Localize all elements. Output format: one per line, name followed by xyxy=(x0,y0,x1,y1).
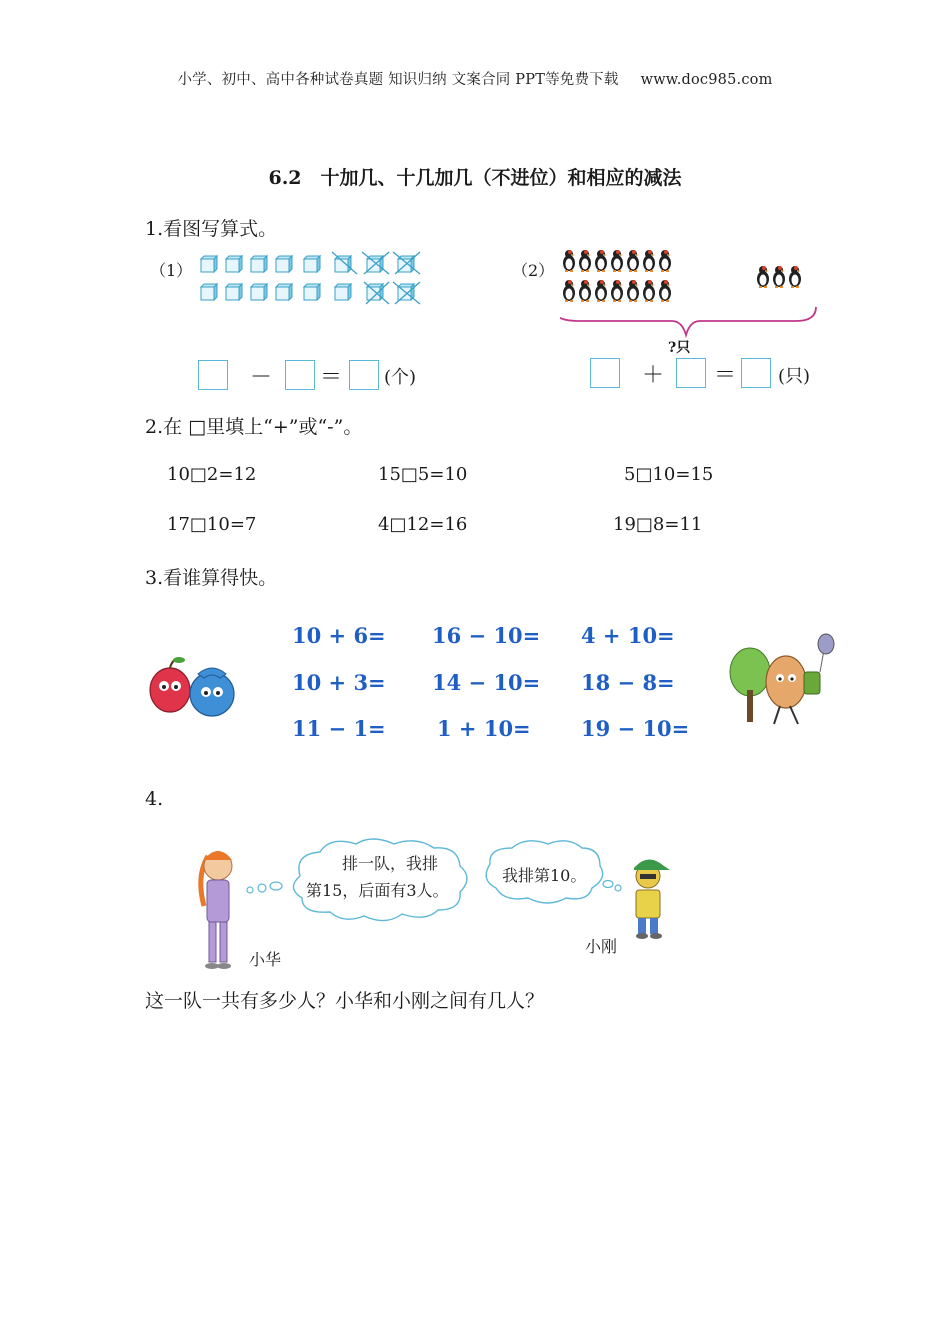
question-1-prompt: 1.看图写算式。 xyxy=(145,218,278,240)
header-text: 小学、初中、高中各种试卷真题 知识归纳 文案合同 PPT等免费下载 xyxy=(177,72,619,88)
bubble-1-line-1: 排一队，我排 xyxy=(342,854,439,873)
apple-and-bag-illustration xyxy=(146,650,238,720)
q3-item-5[interactable]: 14 − 10= xyxy=(432,670,541,695)
q3-item-3[interactable]: 4 + 10= xyxy=(581,623,675,648)
q2-item-6[interactable]: 19□8=11 xyxy=(613,514,703,535)
q3-item-2[interactable]: 16 − 10= xyxy=(432,623,541,648)
q2-item-1[interactable]: 10□2=12 xyxy=(167,464,257,485)
tree-and-balloon-illustration xyxy=(724,632,842,732)
page-header xyxy=(0,68,950,89)
penguin-group-right xyxy=(757,266,801,288)
q1-part1-label: （1） xyxy=(150,261,193,280)
unit-zhi: (只) xyxy=(778,366,811,387)
minus-sign: － xyxy=(250,365,273,390)
unit-ge: (个) xyxy=(384,367,417,388)
q2-item-3[interactable]: 5□10=15 xyxy=(624,464,714,485)
header-site: www.doc985.com xyxy=(640,72,773,88)
q2-item-2[interactable]: 15□5=10 xyxy=(378,464,468,485)
bubble-1-line-2: 第15，后面有3人。 xyxy=(306,881,449,900)
question-2-prompt: 2.在 □里填上“+”或“-”。 xyxy=(145,416,363,438)
brace xyxy=(560,307,816,335)
answer-box-6[interactable] xyxy=(741,358,771,388)
question-mark-label: ?只 xyxy=(668,340,691,356)
penguin-group-left xyxy=(563,250,671,302)
q3-item-8[interactable]: 1 + 10= xyxy=(437,716,531,741)
q2-item-4[interactable]: 17□10=7 xyxy=(167,514,257,535)
question-4-prompt: 4. xyxy=(145,788,164,810)
question-4-text: 这一队一共有多少人？小华和小刚之间有几人？ xyxy=(145,990,545,1012)
answer-box-3[interactable] xyxy=(349,360,379,390)
equals-sign-1: ＝ xyxy=(320,365,343,390)
equals-sign-2: ＝ xyxy=(714,363,737,388)
q3-item-1[interactable]: 10 + 6= xyxy=(292,623,386,648)
q3-item-6[interactable]: 18 − 8= xyxy=(581,670,675,695)
answer-box-2[interactable] xyxy=(285,360,315,390)
q3-item-9[interactable]: 19 − 10= xyxy=(581,716,690,741)
answer-box-4[interactable] xyxy=(590,358,620,388)
plus-sign: ＋ xyxy=(642,363,665,388)
cubes-picture xyxy=(195,250,425,310)
q1-part2-label: （2） xyxy=(512,261,555,280)
question-3-prompt: 3.看谁算得快。 xyxy=(145,567,278,589)
boy-figure xyxy=(634,859,670,939)
name-xiaogang: 小刚 xyxy=(585,937,618,956)
answer-box-5[interactable] xyxy=(676,358,706,388)
q3-item-7[interactable]: 11 − 1= xyxy=(292,716,386,741)
page-title: 6.2 十加几、十几加几（不进位）和相应的减法 xyxy=(268,167,682,189)
q2-item-5[interactable]: 4□12=16 xyxy=(378,514,468,535)
bubble-2-text: 我排第10。 xyxy=(502,866,587,885)
q3-item-4[interactable]: 10 + 3= xyxy=(292,670,386,695)
answer-box-1[interactable] xyxy=(198,360,228,390)
name-xiaohua: 小华 xyxy=(249,950,282,969)
girl-figure xyxy=(201,851,232,969)
